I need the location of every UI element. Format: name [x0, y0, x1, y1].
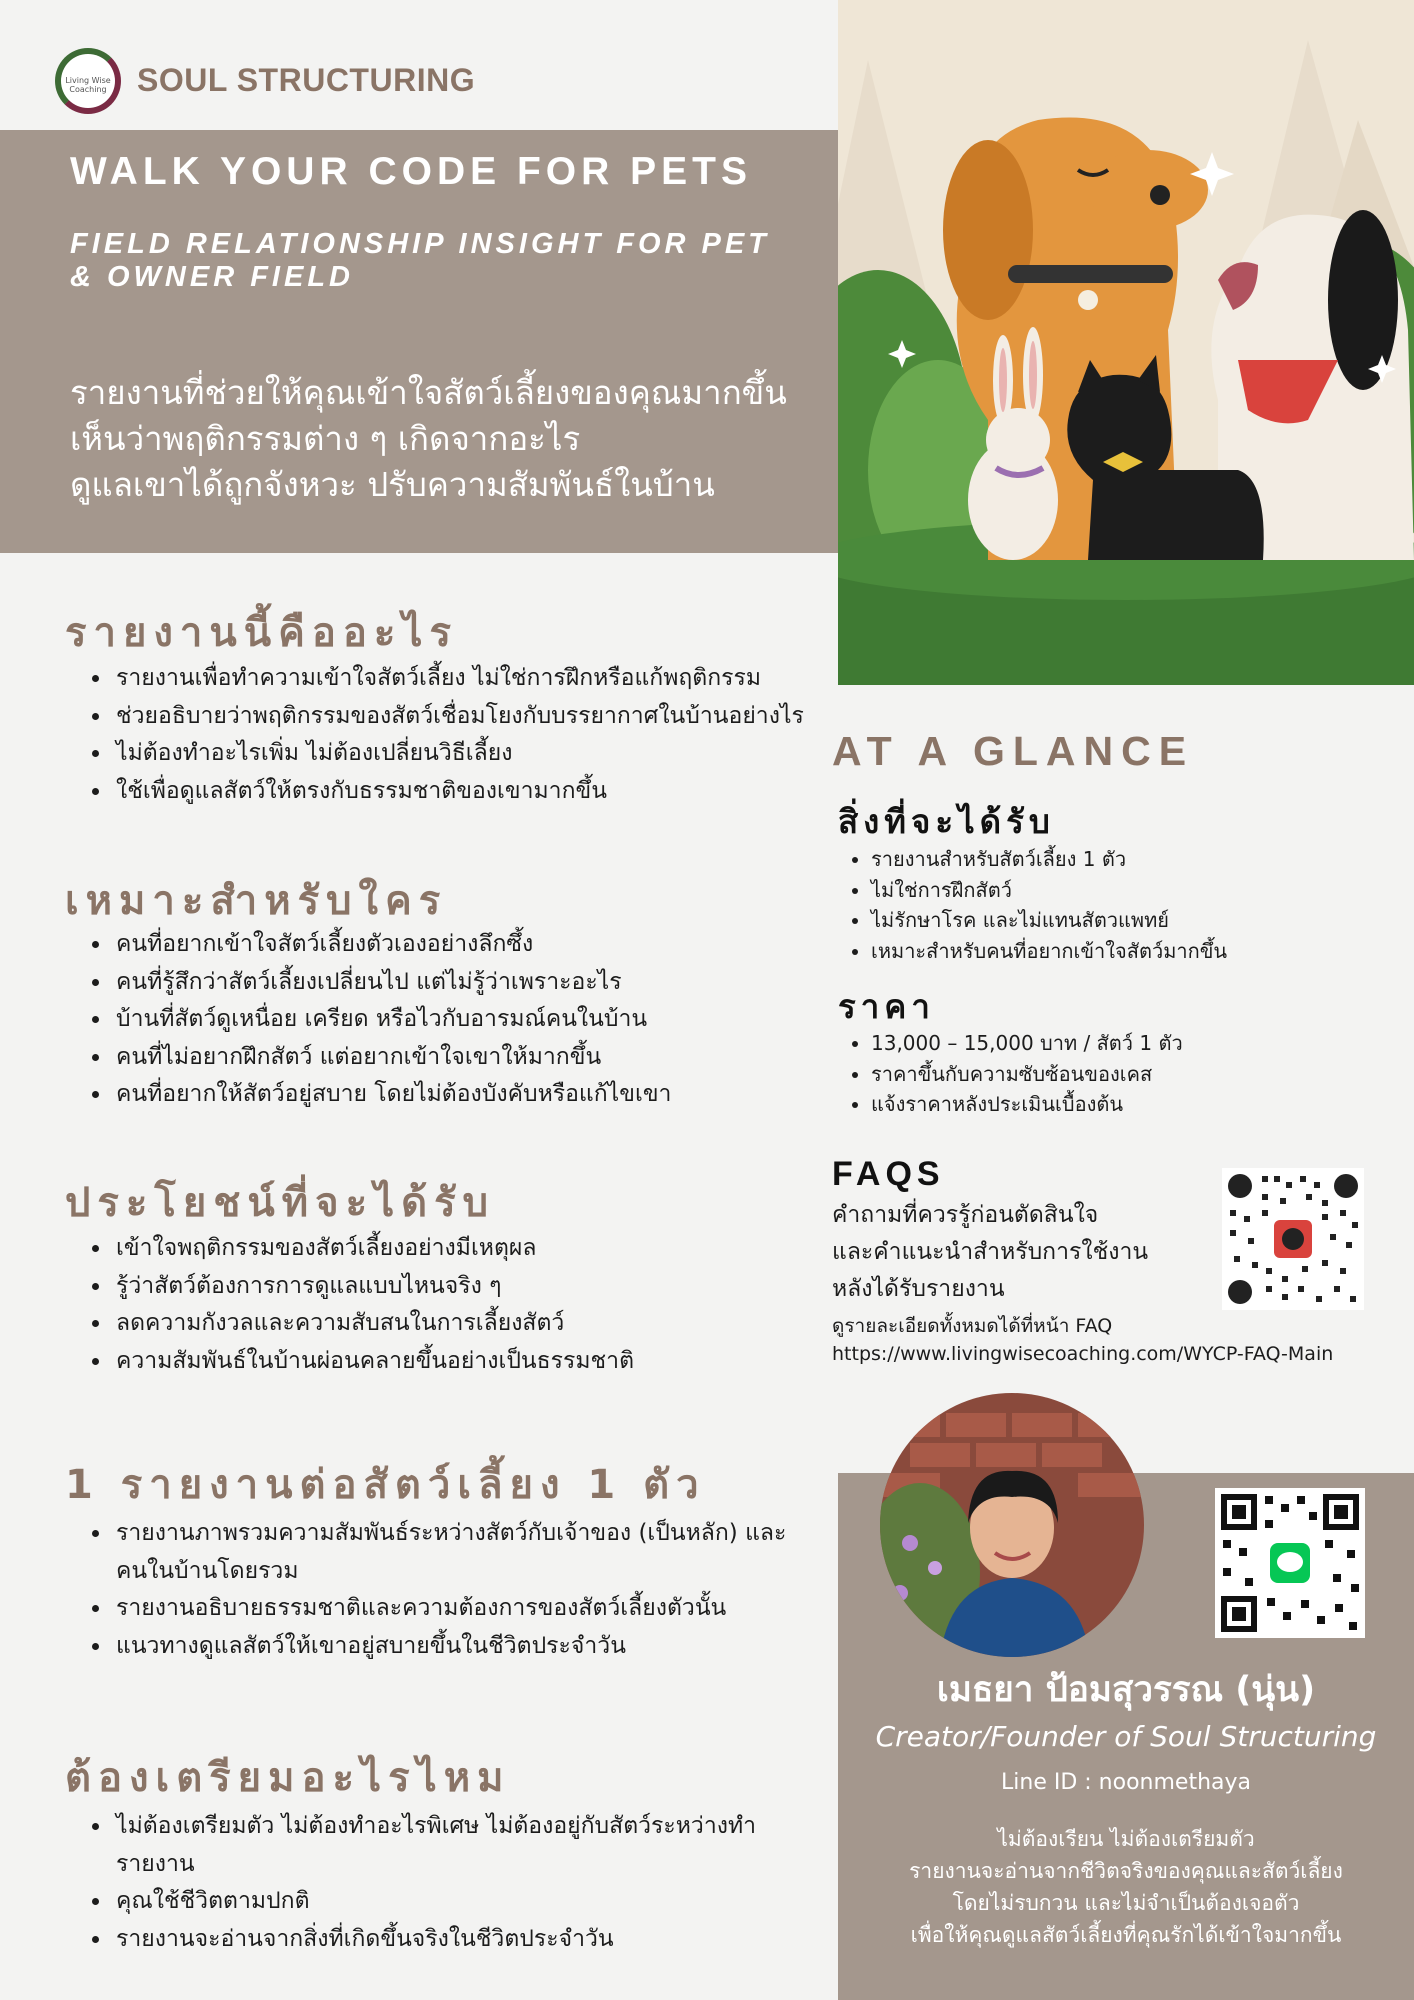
faq-line: หลังได้รับรายงาน	[832, 1276, 1005, 1302]
list-item: • คนที่อยากเข้าใจสัตว์เลี้ยงตัวเองอย่างลึกซึ้ง	[112, 926, 671, 964]
brand-logo	[55, 48, 121, 114]
section-list	[78, 926, 671, 1114]
faq-qr-code-icon[interactable]	[1222, 1168, 1364, 1310]
section-list	[78, 660, 804, 810]
list-item: • ไม่ต้องทำอะไรเพิ่ม ไม่ต้องเปลี่ยนวิธีเลี้ยง	[112, 735, 804, 773]
faq-note	[832, 1312, 1412, 1368]
section-heading: เหมาะสำหรับใคร	[65, 878, 448, 924]
list-item: • เข้าใจพฤติกรรมของสัตว์เลี้ยงอย่างมีเหตุผล	[112, 1230, 634, 1268]
list-item: • ลดความกังวลและความสับสนในการเลี้ยงสัตว์	[112, 1305, 634, 1343]
intro-line: รายงานที่ช่วยให้คุณเข้าใจสัตว์เลี้ยงของคุณมากขึ้น	[70, 373, 787, 412]
list-item: • คุณใช้ชีวิตตามปกติ	[112, 1883, 812, 1921]
list-item: • แจ้งราคาหลังประเมินเบื้องต้น	[871, 1089, 1183, 1120]
list-item: • ไม่ต้องเตรียมตัว ไม่ต้องทำอะไรพิเศษ ไม่ต้องอยู่กับสัตว์ระหว่างทำรายงาน	[112, 1808, 812, 1883]
list-item: • แนวทางดูแลสัตว์ให้เขาอยู่สบายขึ้นในชีวิตประจำวัน	[112, 1628, 812, 1666]
list-item: • บ้านที่สัตว์ดูเหนื่อย เครียด หรือไวกับอารมณ์คนในบ้าน	[112, 1001, 671, 1039]
receive-heading: สิ่งที่จะได้รับ	[838, 802, 1055, 841]
list-item: • ช่วยอธิบายว่าพฤติกรรมของสัตว์เชื่อมโยงกับบรรยากาศในบ้านอย่างไร	[112, 698, 804, 736]
section-heading: ประโยชน์ที่จะได้รับ	[65, 1180, 496, 1226]
price-heading: ราคา	[838, 987, 935, 1026]
list-item: • รู้ว่าสัตว์ต้องการการดูแลแบบไหนจริง ๆ	[112, 1268, 634, 1306]
page-subtitle: FIELD RELATIONSHIP INSIGHT FOR PET & OWNER FIELD	[70, 228, 770, 293]
profile-name: เมธยา ป้อมสุวรรณ (นุ่น)	[936, 1670, 1316, 1710]
section-list	[78, 1808, 812, 1958]
profile-line-id: Line ID : noonmethaya	[1001, 1770, 1251, 1795]
desc-line: เพื่อให้คุณดูแลสัตว์เลี้ยงที่คุณรักได้เข้าใจมากขึ้น	[910, 1923, 1342, 1947]
profile-description	[838, 1823, 1414, 1951]
list-item: • คนที่ไม่อยากฝึกสัตว์ แต่อยากเข้าใจเขาให้มากขึ้น	[112, 1039, 671, 1077]
list-item: • 13,000 – 15,000 บาท / สัตว์ 1 ตัว	[871, 1028, 1183, 1059]
list-item: • ไม่รักษาโรค และไม่แทนสัตวแพทย์	[871, 905, 1227, 936]
faq-line: และคำแนะนำสำหรับการใช้งาน	[832, 1239, 1149, 1265]
list-item: • คนที่อยากให้สัตว์อยู่สบาย โดยไม่ต้องบังคับหรือแก้ไขเขา	[112, 1076, 671, 1114]
brand-name: SOUL STRUCTURING	[137, 62, 476, 98]
list-item: • ราคาขึ้นกับความซับซ้อนของเคส	[871, 1059, 1183, 1090]
desc-line: โดยไม่รบกวน และไม่จำเป็นต้องเจอตัว	[952, 1891, 1300, 1915]
section-heading: ต้องเตรียมอะไรไหม	[65, 1755, 511, 1801]
pets-illustration	[838, 0, 1414, 685]
faq-heading: FAQS	[832, 1155, 945, 1193]
faq-line: คำถามที่ควรรู้ก่อนตัดสินใจ	[832, 1202, 1099, 1228]
receive-list	[845, 844, 1227, 966]
intro-line: ดูแลเขาได้ถูกจังหวะ ปรับความสัมพันธ์ในบ้าน	[70, 465, 715, 504]
list-item: • รายงานสำหรับสัตว์เลี้ยง 1 ตัว	[871, 844, 1227, 875]
section-heading: 1 รายงานต่อสัตว์เลี้ยง 1 ตัว	[65, 1462, 706, 1508]
faq-text	[832, 1197, 1232, 1308]
section-heading: รายงานนี้คืออะไร	[65, 610, 458, 656]
desc-line: ไม่ต้องเรียน ไม่ต้องเตรียมตัว	[997, 1827, 1255, 1851]
list-item: • รายงานเพื่อทำความเข้าใจสัตว์เลี้ยง ไม่ใช่การฝึกหรือแก้พฤติกรรม	[112, 660, 804, 698]
section-list	[78, 1515, 812, 1665]
list-item: • คนที่รู้สึกว่าสัตว์เลี้ยงเปลี่ยนไป แต่ไม่รู้ว่าเพราะอะไร	[112, 964, 671, 1002]
price-list	[845, 1028, 1183, 1120]
faq-note-text: ดูรายละเอียดทั้งหมดได้ที่หน้า FAQ	[832, 1315, 1113, 1337]
list-item: • ใช้เพื่อดูแลสัตว์ให้ตรงกับธรรมชาติของเขามากขึ้น	[112, 773, 804, 811]
faq-url-link[interactable]: https://www.livingwisecoaching.com/WYCP-FAQ-Main	[832, 1343, 1334, 1365]
list-item: • รายงานภาพรวมความสัมพันธ์ระหว่างสัตว์กับเจ้าของ (เป็นหลัก) และคนในบ้านโดยรวม	[112, 1515, 812, 1590]
page-title: WALK YOUR CODE FOR PETS	[70, 150, 752, 193]
list-item: • รายงานจะอ่านจากสิ่งที่เกิดขึ้นจริงในชีวิตประจำวัน	[112, 1921, 812, 1959]
profile-photo	[880, 1393, 1144, 1657]
glance-title: AT A GLANCE	[832, 728, 1195, 774]
logo-text: Living Wise Coaching	[65, 76, 111, 94]
desc-line: รายงานจะอ่านจากชีวิตจริงของคุณและสัตว์เลี้ยง	[909, 1859, 1343, 1883]
line-qr-code-icon[interactable]	[1215, 1488, 1365, 1638]
list-item: • รายงานอธิบายธรรมชาติและความต้องการของสัตว์เลี้ยงตัวนั้น	[112, 1590, 812, 1628]
list-item: • ไม่ใช่การฝึกสัตว์	[871, 875, 1227, 906]
intro-text	[70, 370, 830, 508]
intro-line: เห็นว่าพฤติกรรมต่าง ๆ เกิดจากอะไร	[70, 419, 581, 458]
profile-role: Creator/Founder of Soul Structuring	[875, 1720, 1377, 1753]
section-list	[78, 1230, 634, 1380]
list-item: • เหมาะสำหรับคนที่อยากเข้าใจสัตว์มากขึ้น	[871, 936, 1227, 967]
list-item: • ความสัมพันธ์ในบ้านผ่อนคลายขึ้นอย่างเป็นธรรมชาติ	[112, 1343, 634, 1381]
